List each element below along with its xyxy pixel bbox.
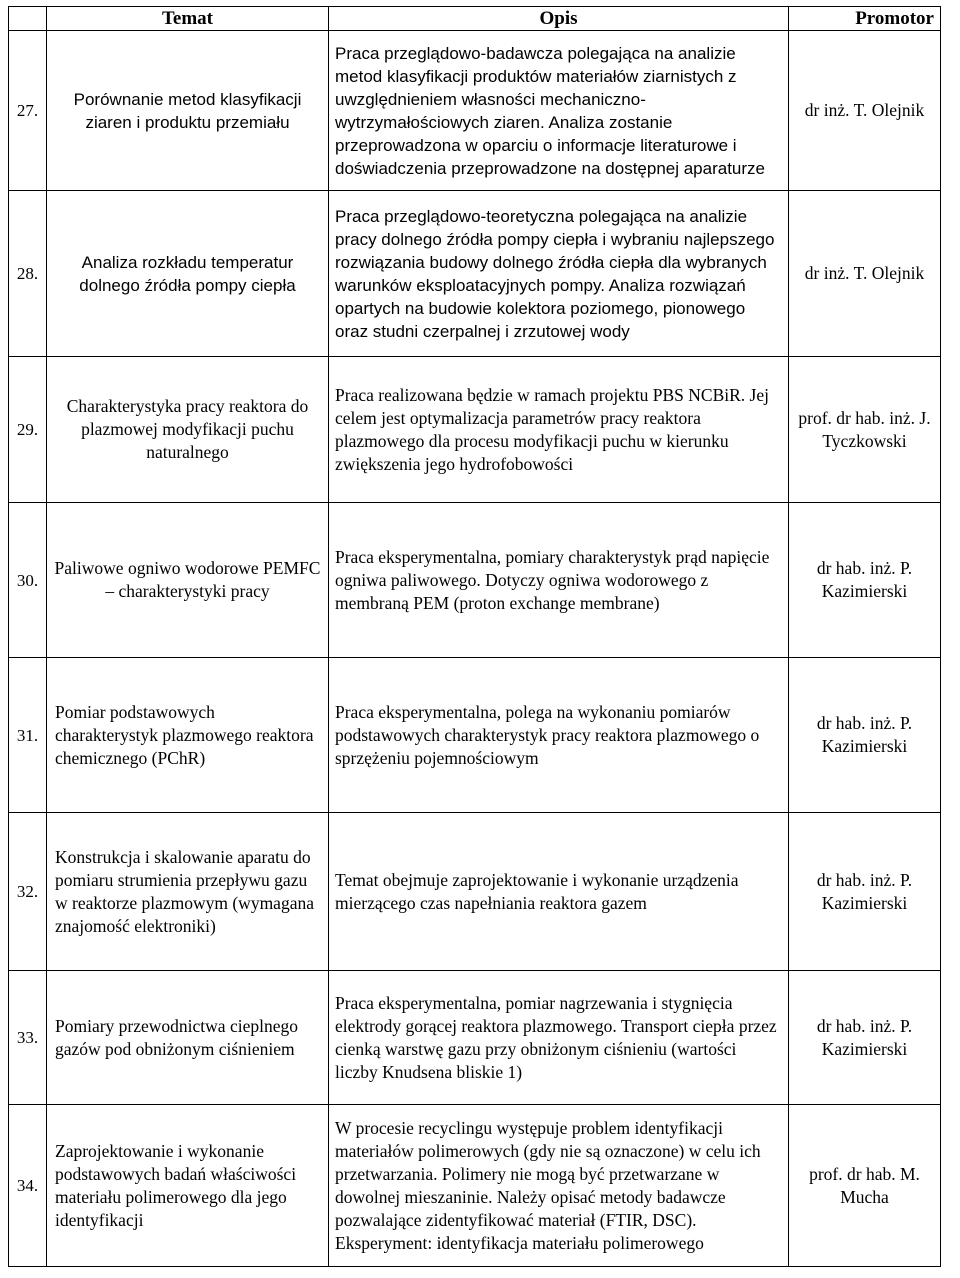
table-row xyxy=(9,191,941,357)
table-row xyxy=(9,971,941,1105)
row-promotor: dr inż. T. Olejnik xyxy=(789,31,941,191)
topics-table xyxy=(8,6,941,1267)
row-number: 34. xyxy=(9,1105,47,1267)
row-number: 31. xyxy=(9,658,47,813)
row-promotor: dr hab. inż. P. Kazimierski xyxy=(789,971,941,1105)
row-title: Porównanie metod klasyfikacji ziaren i produktu przemiału xyxy=(47,31,329,191)
row-title: Pomiar podstawowych charakterystyk plazmowego reaktora chemicznego (PChR) xyxy=(47,658,329,813)
row-promotor: dr hab. inż. P. Kazimierski xyxy=(789,813,941,971)
row-title: Pomiary przewodnictwa cieplnego gazów pod obniżonym ciśnieniem xyxy=(47,971,329,1105)
row-title: Konstrukcja i skalowanie aparatu do pomiaru strumienia przepływu gazu w reaktorze plazmowym (wymagana znajomość elektroniki) xyxy=(47,813,329,971)
row-description: Praca przeglądowo-teoretyczna polegająca na analizie pracy dolnego źródła pompy ciepła i wybraniu najlepszego rozwiązania budowy dolnego źródła ciepła dla wybranych warunków eksploatacyjnych pompy. Analiza rozwiązań opartych na budowie kolektora poziomego, pionowego oraz studni czerpalnej i zrzutowej wody xyxy=(329,191,789,357)
row-promotor: prof. dr hab. M. Mucha xyxy=(789,1105,941,1267)
row-promotor: prof. dr hab. inż. J. Tyczkowski xyxy=(789,357,941,503)
header-promotor: Promotor xyxy=(789,7,941,31)
row-description: W procesie recyclingu występuje problem identyfikacji materiałów polimerowych (gdy nie są oznaczone) w celu ich przetwarzania. Polimery nie mogą być przetwarzane w dowolnej mieszaninie. Należy opisać metody badawcze pozwalające zidentyfikować materiał (FTIR, DSC). Eksperyment: identyfikacja materiału polimerowego xyxy=(329,1105,789,1267)
row-description: Temat obejmuje zaprojektowanie i wykonanie urządzenia mierzącego czas napełniania reaktora gazem xyxy=(329,813,789,971)
row-title: Zaprojektowanie i wykonanie podstawowych badań właściwości materiału polimerowego dla jego identyfikacji xyxy=(47,1105,329,1267)
table-row xyxy=(9,357,941,503)
table-row xyxy=(9,658,941,813)
header-opis: Opis xyxy=(329,7,789,31)
row-number: 28. xyxy=(9,191,47,357)
row-number: 29. xyxy=(9,357,47,503)
row-title: Charakterystyka pracy reaktora do plazmowej modyfikacji puchu naturalnego xyxy=(47,357,329,503)
row-number: 27. xyxy=(9,31,47,191)
header-temat: Temat xyxy=(47,7,329,31)
row-number: 30. xyxy=(9,503,47,658)
header-row xyxy=(9,7,941,31)
table-row xyxy=(9,813,941,971)
table-row xyxy=(9,503,941,658)
row-title: Paliwowe ogniwo wodorowe PEMFC – charakterystyki pracy xyxy=(47,503,329,658)
header-num xyxy=(9,7,47,31)
row-promotor: dr inż. T. Olejnik xyxy=(789,191,941,357)
table-row xyxy=(9,31,941,191)
row-title: Analiza rozkładu temperatur dolnego źródła pompy ciepła xyxy=(47,191,329,357)
row-number: 32. xyxy=(9,813,47,971)
row-description: Praca eksperymentalna, pomiar nagrzewania i stygnięcia elektrody gorącej reaktora plazmowego. Transport ciepła przez cienką warstwę gazu przy obniżonym ciśnieniu (wartości liczby Knudsena bliskie 1) xyxy=(329,971,789,1105)
row-description: Praca eksperymentalna, pomiary charakterystyk prąd napięcie ogniwa paliwowego. Dotyczy ogniwa wodorowego z membraną PEM (proton exchange membrane) xyxy=(329,503,789,658)
row-promotor: dr hab. inż. P. Kazimierski xyxy=(789,503,941,658)
row-description: Praca przeglądowo-badawcza polegająca na analizie metod klasyfikacji produktów materiałów ziarnistych z uwzględnieniem własności mechaniczno-wytrzymałościowych ziaren. Analiza zostanie przeprowadzona w oparciu o informacje literaturowe i doświadczenia przeprowadzone na dostępnej aparaturze xyxy=(329,31,789,191)
row-description: Praca realizowana będzie w ramach projektu PBS NCBiR. Jej celem jest optymalizacja parametrów pracy reaktora plazmowego dla procesu modyfikacji puchu w kierunku zwiększenia jego hydrofobowości xyxy=(329,357,789,503)
row-number: 33. xyxy=(9,971,47,1105)
row-description: Praca eksperymentalna, polega na wykonaniu pomiarów podstawowych charakterystyk pracy reaktora plazmowego o sprzężeniu pojemnościowym xyxy=(329,658,789,813)
table-row xyxy=(9,1105,941,1267)
row-promotor: dr hab. inż. P. Kazimierski xyxy=(789,658,941,813)
